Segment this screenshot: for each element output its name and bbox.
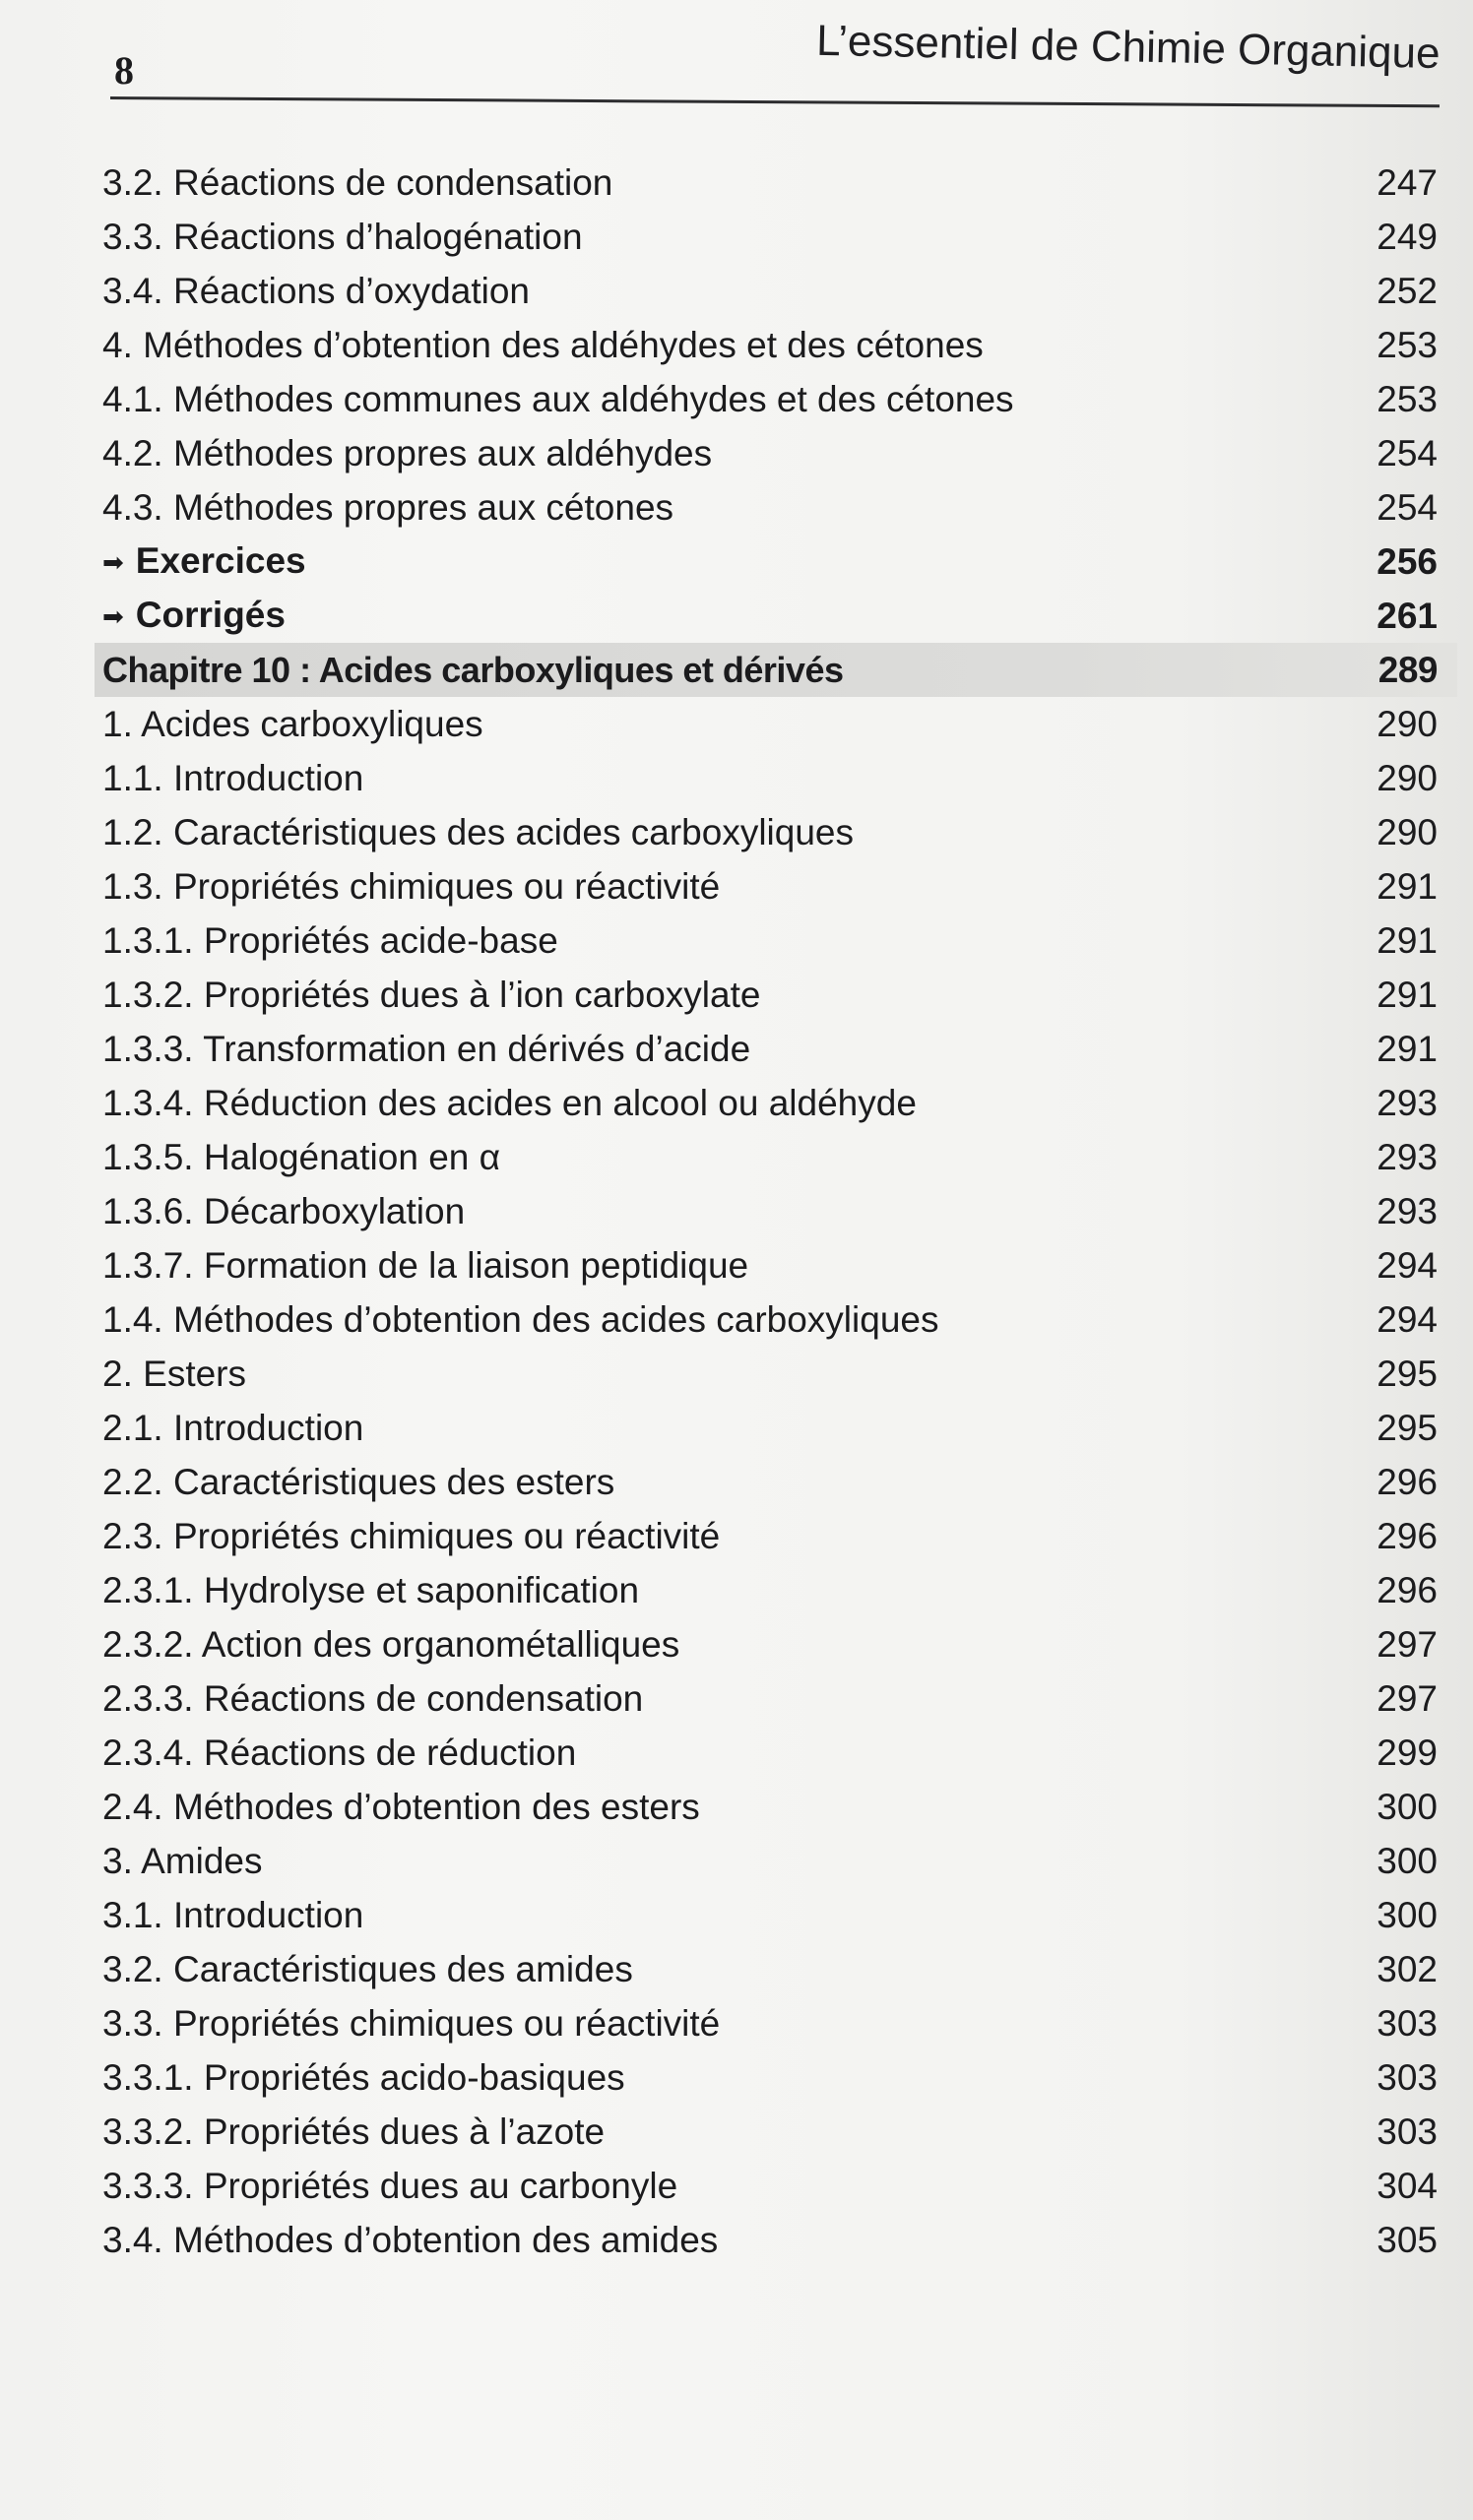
toc-page-number: 252 xyxy=(1377,271,1438,311)
toc-page-number: 290 xyxy=(1377,812,1438,852)
toc-entry-label: 2.4. Méthodes d’obtention des esters xyxy=(102,1787,700,1827)
toc-entry xyxy=(102,1401,1438,1455)
toc-entry-label: 4.3. Méthodes propres aux cétones xyxy=(102,487,674,528)
toc-page-number: 300 xyxy=(1377,1787,1438,1827)
toc-entry-title xyxy=(102,1780,700,1834)
toc-entry-title xyxy=(102,588,286,645)
toc-entry-title xyxy=(102,2050,625,2105)
toc-entry-title xyxy=(102,1834,262,1888)
toc-entry-title xyxy=(102,1184,465,1238)
toc-entry-title xyxy=(102,1347,246,1401)
toc-entry-title xyxy=(102,156,612,210)
toc-entry-label: 2.1. Introduction xyxy=(102,1408,364,1448)
toc-entry-title xyxy=(102,1888,363,1942)
toc-entry-title xyxy=(102,1671,643,1726)
toc-entry-label: 2.3.2. Action des organométalliques xyxy=(102,1624,680,1665)
toc-page-number: 293 xyxy=(1377,1191,1438,1231)
toc-entry xyxy=(102,2213,1438,2267)
toc-entry-title xyxy=(102,697,483,751)
toc-entry-label: 3.4. Réactions d’oxydation xyxy=(102,271,530,311)
toc-entry-label: 3.3. Réactions d’halogénation xyxy=(102,217,583,257)
toc-page-number: 297 xyxy=(1377,1678,1438,1719)
toc-entry xyxy=(102,264,1438,318)
toc-entry-label: Chapitre 10 : Acides carboxyliques et dérivés xyxy=(102,650,844,690)
toc-entry xyxy=(102,480,1438,535)
toc-page-number: 296 xyxy=(1377,1516,1438,1556)
toc-entry-title xyxy=(102,2213,718,2267)
toc-entry xyxy=(102,1292,1438,1347)
toc-entry xyxy=(102,1888,1438,1942)
toc-entry xyxy=(102,535,1438,589)
toc-entry-label: 3.2. Réactions de condensation xyxy=(102,162,613,203)
toc-entry-title xyxy=(102,1726,576,1780)
toc-entry-label: 1. Acides carboxyliques xyxy=(102,704,483,744)
toc-entry-label: 1.1. Introduction xyxy=(102,758,364,798)
toc-entry-title xyxy=(102,1617,679,1671)
toc-entry xyxy=(102,1834,1438,1888)
toc-entry-title xyxy=(102,914,558,968)
toc-page-number: 247 xyxy=(1377,162,1438,203)
toc-entry xyxy=(102,589,1438,643)
toc-entry-label: 4.2. Méthodes propres aux aldéhydes xyxy=(102,433,713,473)
toc-entry xyxy=(102,2050,1438,2105)
toc-entry-title xyxy=(102,426,712,480)
toc-entry xyxy=(102,1238,1438,1292)
toc-entry-label: 2.3.4. Réactions de réduction xyxy=(102,1732,577,1773)
toc-page-number: 256 xyxy=(1377,541,1438,582)
toc-page-number: 304 xyxy=(1377,2166,1438,2206)
toc-entry-label: 3.3.1. Propriétés acido-basiques xyxy=(102,2057,625,2098)
toc-entry-label: 3.4. Méthodes d’obtention des amides xyxy=(102,2220,719,2260)
toc-entry-title xyxy=(102,2159,677,2213)
toc-chapter-heading xyxy=(95,643,1457,697)
toc-entry-title xyxy=(102,1022,750,1076)
toc-entry xyxy=(102,156,1438,210)
toc-entry-title xyxy=(102,1455,614,1509)
toc-entry-title xyxy=(102,2105,605,2159)
toc-entry xyxy=(102,1780,1438,1834)
toc-page-number: 291 xyxy=(1377,975,1438,1015)
toc-entry-label: 3.2. Caractéristiques des amides xyxy=(102,1949,633,1989)
toc-entry-title xyxy=(102,859,720,914)
toc-entry-title xyxy=(102,264,530,318)
toc-entry-label: Exercices xyxy=(135,539,306,581)
book-title: L’essentiel de Chimie Organique xyxy=(815,16,1441,78)
toc-entry xyxy=(102,1130,1438,1184)
toc-entry-label: Corrigés xyxy=(135,594,286,635)
toc-page-number: 289 xyxy=(1377,650,1438,690)
toc-entry xyxy=(102,372,1438,426)
toc-page-number: 302 xyxy=(1377,1949,1438,1989)
toc-entry xyxy=(102,1455,1438,1509)
toc-page-number: 291 xyxy=(1377,920,1438,961)
toc-entry xyxy=(102,859,1438,914)
toc-page-number: 296 xyxy=(1377,1570,1438,1610)
toc-entry-title xyxy=(102,534,306,591)
toc-page-number: 305 xyxy=(1377,2220,1438,2260)
toc-entry-title xyxy=(102,1509,720,1563)
toc-page-number: 253 xyxy=(1377,379,1438,419)
toc-entry-label: 4. Méthodes d’obtention des aldéhydes et des cétones xyxy=(102,325,984,365)
toc-entry xyxy=(102,1184,1438,1238)
toc-page-number: 300 xyxy=(1377,1841,1438,1881)
toc-entry-label: 1.3. Propriétés chimiques ou réactivité xyxy=(102,866,721,907)
page-number: 8 xyxy=(114,48,134,93)
toc-entry-title xyxy=(102,1238,748,1292)
toc-entry-label: 2.3. Propriétés chimiques ou réactivité xyxy=(102,1516,721,1556)
toc-entry xyxy=(102,210,1438,264)
toc-entry xyxy=(102,968,1438,1022)
toc-entry-label: 4.1. Méthodes communes aux aldéhydes et des cétones xyxy=(102,379,1014,419)
toc-entry xyxy=(102,751,1438,805)
toc-entry xyxy=(102,2159,1438,2213)
toc-entry xyxy=(102,1726,1438,1780)
toc-entry xyxy=(102,2105,1438,2159)
toc-entry-label: 1.4. Méthodes d’obtention des acides carboxyliques xyxy=(102,1299,939,1340)
toc-entry-title xyxy=(102,480,673,535)
toc-entry xyxy=(102,1563,1438,1617)
toc-page-number: 293 xyxy=(1377,1137,1438,1177)
toc-page-number: 290 xyxy=(1377,758,1438,798)
arrow-bullet-icon: ➡ xyxy=(102,547,124,578)
toc-page-number: 291 xyxy=(1377,866,1438,907)
toc-entry-label: 3.3.3. Propriétés dues au carbonyle xyxy=(102,2166,678,2206)
toc-entry xyxy=(102,805,1438,859)
arrow-bullet-icon: ➡ xyxy=(102,601,124,632)
toc-page-number: 291 xyxy=(1377,1029,1438,1069)
toc-entry-title xyxy=(102,1563,639,1617)
toc-entry-title xyxy=(102,751,363,805)
toc-entry-title xyxy=(102,1130,500,1184)
toc-entry xyxy=(102,1509,1438,1563)
toc-entry xyxy=(102,1022,1438,1076)
toc-entry xyxy=(102,318,1438,372)
toc-entry-title xyxy=(102,805,854,859)
toc-entry-label: 3.3. Propriétés chimiques ou réactivité xyxy=(102,2003,721,2044)
toc-page-number: 293 xyxy=(1377,1083,1438,1123)
toc-entry-label: 1.3.2. Propriétés dues à l’ion carboxylate xyxy=(102,975,761,1015)
toc-entry-label: 1.2. Caractéristiques des acides carboxyliques xyxy=(102,812,854,852)
toc-entry-label: 1.3.7. Formation de la liaison peptidique xyxy=(102,1245,749,1286)
toc-page-number: 254 xyxy=(1377,487,1438,528)
toc-entry-label: 2.3.1. Hydrolyse et saponification xyxy=(102,1570,640,1610)
toc-entry-title xyxy=(102,968,760,1022)
toc-entry-label: 2. Esters xyxy=(102,1354,246,1394)
toc-page-number: 296 xyxy=(1377,1462,1438,1502)
toc-entry-label: 3.3.2. Propriétés dues à l’azote xyxy=(102,2111,606,2152)
toc-entry-title xyxy=(102,643,843,697)
toc-page-number: 297 xyxy=(1377,1624,1438,1665)
toc-entry-label: 1.3.5. Halogénation en α xyxy=(102,1137,501,1177)
toc-page-number: 294 xyxy=(1377,1245,1438,1286)
toc-page-number: 249 xyxy=(1377,217,1438,257)
toc-entry-label: 2.3.3. Réactions de condensation xyxy=(102,1678,644,1719)
toc-entry-label: 2.2. Caractéristiques des esters xyxy=(102,1462,615,1502)
toc-page-number: 295 xyxy=(1377,1354,1438,1394)
toc-entry-title xyxy=(102,372,1014,426)
toc-entry xyxy=(102,1617,1438,1671)
toc-page-number: 303 xyxy=(1377,2057,1438,2098)
toc-page-number: 254 xyxy=(1377,433,1438,473)
toc-entry xyxy=(102,426,1438,480)
toc-page-number: 295 xyxy=(1377,1408,1438,1448)
toc-entry xyxy=(102,1996,1438,2050)
toc-entry xyxy=(102,1671,1438,1726)
toc-entry xyxy=(102,914,1438,968)
header-rule xyxy=(110,96,1440,107)
toc-entry xyxy=(102,1076,1438,1130)
toc-entry xyxy=(102,697,1438,751)
toc-entry-title xyxy=(102,210,583,264)
toc-entry-title xyxy=(102,1401,363,1455)
toc-entry-label: 3. Amides xyxy=(102,1841,263,1881)
toc-entry-title xyxy=(102,1996,720,2050)
table-of-contents xyxy=(102,156,1438,2267)
toc-entry-title xyxy=(102,1942,633,1996)
toc-entry-label: 1.3.1. Propriétés acide-base xyxy=(102,920,558,961)
toc-entry-label: 1.3.3. Transformation en dérivés d’acide xyxy=(102,1029,751,1069)
page-header xyxy=(110,16,1441,110)
toc-page-number: 303 xyxy=(1377,2003,1438,2044)
toc-page-number: 261 xyxy=(1377,596,1438,636)
toc-entry xyxy=(102,1942,1438,1996)
toc-entry-title xyxy=(102,318,984,372)
toc-entry-title xyxy=(102,1292,938,1347)
toc-page-number: 303 xyxy=(1377,2111,1438,2152)
toc-page-number: 294 xyxy=(1377,1299,1438,1340)
toc-entry-title xyxy=(102,1076,917,1130)
toc-page-number: 299 xyxy=(1377,1732,1438,1773)
toc-page-number: 290 xyxy=(1377,704,1438,744)
toc-entry xyxy=(102,1347,1438,1401)
toc-page-number: 253 xyxy=(1377,325,1438,365)
toc-entry-label: 1.3.6. Décarboxylation xyxy=(102,1191,466,1231)
toc-entry-label: 3.1. Introduction xyxy=(102,1895,364,1935)
toc-page-number: 300 xyxy=(1377,1895,1438,1935)
toc-entry-label: 1.3.4. Réduction des acides en alcool ou aldéhyde xyxy=(102,1083,917,1123)
